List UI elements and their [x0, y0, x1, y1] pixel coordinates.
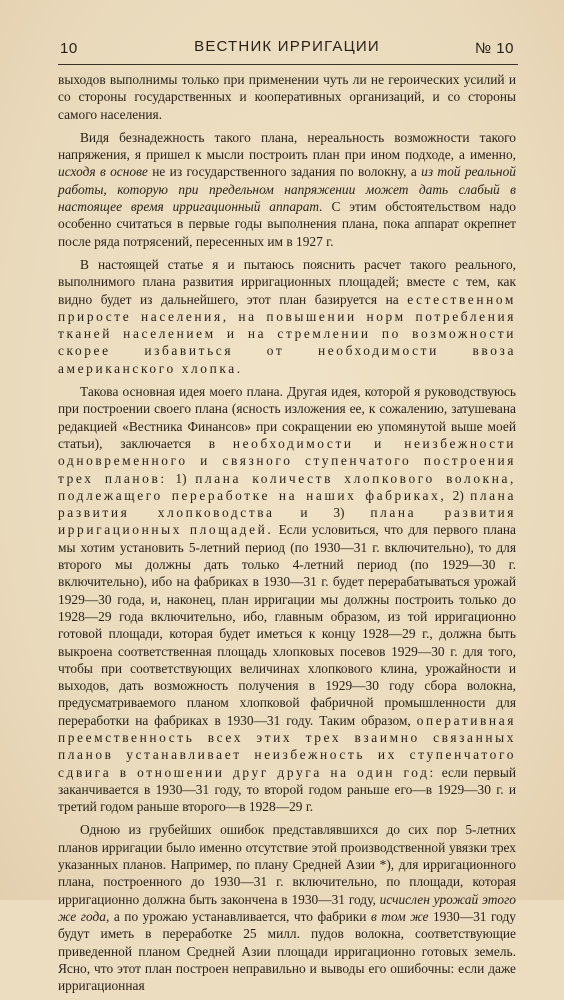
- spaced-emphasis-text: естественном приросте населения, на повышении норм потребления тканей населением и на стремлении по возможности скорее избавиться от необходимости ввоза американского хлопка.: [58, 291, 516, 376]
- paragraph-text: 1930—31 году будут иметь в переработке 25 милл. пудов волокна, соответствующие приведенной планом Средней Азии площади ирригационно готовых земель. Ясно, что этот план построен неправильно и выводы его ошибочны: если даже ирригационная: [58, 908, 516, 994]
- paragraph-text: и 3): [274, 505, 371, 521]
- paragraph-text: а по урожаю устанавливается, что фабрики: [109, 908, 371, 924]
- paragraph-text: Одною из грубейших ошибок представлявшихся до сих пор 5-летних планов ирригации было именно отсутствие этой производственной увязки трех указанных планов. Например, по плану Средней Азии *), для ирригационного плана, построенного до 1930—31 г. включительно, по площади, которая ирригационно должна быть закончена в 1930—31 году,: [58, 822, 516, 907]
- spaced-emphasis-text: оперативная преемственность всех этих трех взаимно связанных планов устанавливает неизбежность их ступенчатого сдвига в отношении друг друга на один год:: [58, 712, 516, 780]
- paragraph: [58, 821, 516, 994]
- paragraph-text: Если условиться, что для первого плана мы хотим установить 5-летний период (по 1930—31 г. включительно), то для второго мы должны дать только 4-летний период (по 1929—30 г. включительно), ибо на фабриках в 1930—31 г. будет перерабатываться урожай 1929—30 года, и, наконец, план ирригации мы должны построить только до 1928—29 года включительно, ибо, главным образом, из той ирригационно готовой площади, которая будет иметься к концу 1928—29 г., должна быть выкроена соответственная площадь хлопковых посевов 1929—30 г. для того, чтобы при соответствующих величинах хлопкового клина, урожайности и выходов, дать возможность получения в 1929—30 году сбора волокна, предусматриваемого планом хлопковой фабричной промышленности для переработки на фабриках в 1930—31 году. Таким образом,: [58, 522, 516, 728]
- journal-title: ВЕСТНИК ИРРИГАЦИИ: [194, 38, 380, 55]
- issue-number: № 10: [475, 40, 514, 57]
- italic-text: из той реальной работы, которую при предельном напряжении может дать слабый в настоящее время ирригационный аппарат.: [58, 164, 516, 215]
- italic-text: в том же: [370, 908, 429, 924]
- spaced-emphasis-text: плана развития ирригационных площадей.: [58, 505, 517, 538]
- italic-text: исчислен урожай этого же года,: [58, 891, 517, 924]
- spaced-emphasis-text: необходимости и неизбежности одновременного и связного ступенчатого построения трех планов:: [58, 435, 516, 486]
- paragraph-text: С этим обстоятельством надо особенно считаться в первые годы выполнения плана, пока аппарат окрепнет после ряда потрясений, пересенных им в 1927 г.: [58, 199, 516, 249]
- italic-text: исходя в основе: [58, 164, 148, 180]
- paragraph-text: Такова основная идея моего плана. Другая идея, которой я руководствуюсь при построении своего плана (ясность изложения ее, к сожалению, затушевана редакцией «Вестника Финансов» при сокращении ею упомянутой выше моей статьи), заключается в: [58, 384, 516, 451]
- article-body: [58, 70, 516, 1000]
- paragraph: [58, 129, 516, 250]
- paragraph-text: не из государственного задания по волокну, а: [147, 164, 422, 180]
- paragraph: [58, 383, 516, 815]
- paragraph-text: 2): [446, 487, 471, 503]
- paragraph-text: если первый заканчивается в 1930—31 году, то второй годом раньше его—в 1929—30 г. и третий годом раньше второго—в 1928—29 г.: [58, 764, 516, 815]
- paragraph-text: 1): [166, 470, 196, 486]
- running-header: [58, 36, 516, 62]
- page-number: 10: [60, 40, 78, 57]
- paragraph-text: Видя безнадежность такого плана, нереальность возможности такого напряжения, я пришел к мысли построить план при ином подходе, а именно,: [58, 129, 516, 163]
- paragraph: [58, 256, 516, 377]
- spaced-emphasis-text: плана количеств хлопкового волокна, подлежащего переработке на наших фабриках,: [58, 470, 516, 503]
- header-rule: [58, 64, 518, 65]
- paragraph-text: В настоящей статье я и пытаюсь пояснить расчет такого реального, выполнимого плана развития ирригационных площадей; вместе с тем, как видно будет из дальнейшего, этот план базируется на: [58, 256, 516, 307]
- paragraph-text: выходов выполнимы только при применении чуть ли не героических усилий и со стороны государственных и кооперативных организаций, и со стороны самого населения.: [58, 72, 516, 122]
- spaced-emphasis-text: плана развития хлопководства: [58, 487, 516, 521]
- paragraph: [58, 71, 516, 123]
